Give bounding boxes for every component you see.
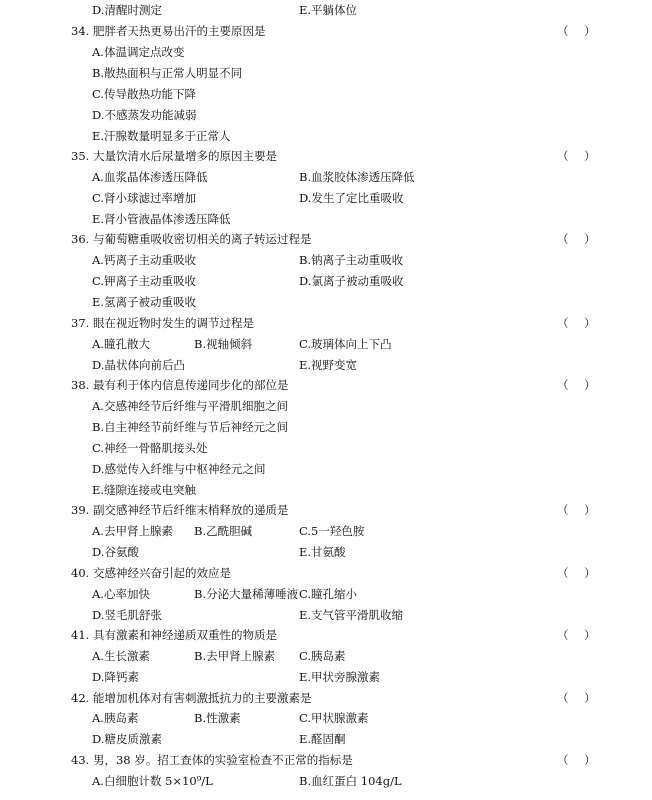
option-d: D.发生了定比重吸收 xyxy=(299,191,404,205)
option-a: A.心率加快 xyxy=(92,587,150,601)
option-c: C.5一羟色胺 xyxy=(299,524,365,538)
option-d: D.不感蒸发功能减弱 xyxy=(92,108,197,122)
answer-bracket: （ ） xyxy=(557,316,602,330)
option-e: E.醛固酮 xyxy=(299,732,346,746)
question-stem: 34. 肥胖者天热更易出汗的主要原因是 xyxy=(71,24,266,38)
option-b: B.去甲肾上腺素 xyxy=(194,649,276,663)
option-b: B.钠离子主动重吸收 xyxy=(299,253,404,267)
option-a: A.白细胞计数 5×10⁹/L xyxy=(92,774,213,788)
question-34 xyxy=(0,21,652,41)
option-b: B.视轴倾斜 xyxy=(194,337,253,351)
option-e: E.支气管平滑肌收缩 xyxy=(299,608,404,622)
option-e: E.氢离子被动重吸收 xyxy=(92,295,197,309)
option-e: E.甘氨酸 xyxy=(299,545,346,559)
question-42 xyxy=(0,688,652,708)
answer-bracket: （ ） xyxy=(557,24,602,38)
option-c: C.神经一骨骼肌接头处 xyxy=(92,441,208,455)
option-d: D.降钙素 xyxy=(92,670,139,684)
option-d: D.感觉传入纤维与中枢神经元之间 xyxy=(92,462,266,476)
answer-bracket: （ ） xyxy=(557,503,602,517)
question-stem: 37. 眼在视近物时发生的调节过程是 xyxy=(71,316,254,330)
option-a: A.去甲肾上腺素 xyxy=(92,524,173,538)
option-c: C.胰岛素 xyxy=(299,649,346,663)
option-b: B.散热面积与正常人明显不同 xyxy=(92,66,243,80)
option-d: D.晶状体向前后凸 xyxy=(92,358,185,372)
answer-bracket: （ ） xyxy=(557,232,602,246)
option-b: B.乙酰胆碱 xyxy=(194,524,253,538)
answer-bracket: （ ） xyxy=(557,566,602,580)
option-a: A.血浆晶体渗透压降低 xyxy=(92,170,208,184)
option-e: E.甲状旁腺激素 xyxy=(299,670,381,684)
option-d: D.清醒时测定 xyxy=(92,3,162,17)
option-c: C.瞳孔缩小 xyxy=(299,587,358,601)
question-stem: 39. 副交感神经节后纤维末梢释放的递质是 xyxy=(71,503,289,517)
option-b: B.自主神经节前纤维与节后神经元之间 xyxy=(92,420,289,434)
question-stem: 40. 交感神经兴奋引起的效应是 xyxy=(71,566,231,580)
question-35 xyxy=(0,146,652,166)
top-options-row xyxy=(0,0,652,20)
question-stem: 38. 最有利于体内信息传递同步化的部位是 xyxy=(71,378,289,392)
option-c: C.甲状腺激素 xyxy=(299,711,369,725)
option-a: A.钙离子主动重吸收 xyxy=(92,253,196,267)
option-b: B.血红蛋白 104g/L xyxy=(299,774,402,788)
option-d: D.竖毛肌舒张 xyxy=(92,608,162,622)
option-a: A.体温调定点改变 xyxy=(92,45,185,59)
option-b: B.分泌大量稀薄唾液 xyxy=(194,587,299,601)
question-stem: 36. 与葡萄糖重吸收密切相关的离子转运过程是 xyxy=(71,232,312,246)
answer-bracket: （ ） xyxy=(557,378,602,392)
option-a: A.交感神经节后纤维与平滑肌细胞之间 xyxy=(92,399,288,413)
question-37 xyxy=(0,313,652,333)
question-stem: 35. 大量饮清水后尿量增多的原因主要是 xyxy=(71,149,277,163)
answer-bracket: （ ） xyxy=(557,691,602,705)
option-d: D.糖皮质激素 xyxy=(92,732,162,746)
option-e: E.缝隙连接或电突触 xyxy=(92,483,197,497)
option-e: E.汗腺数量明显多于正常人 xyxy=(92,129,231,143)
question-stem: 41. 具有激素和神经递质双重性的物质是 xyxy=(71,628,277,642)
option-d: D.谷氨酸 xyxy=(92,545,139,559)
option-c: C.传导散热功能下降 xyxy=(92,87,197,101)
question-38 xyxy=(0,375,652,395)
option-b: B.性激素 xyxy=(194,711,241,725)
option-e: E.平躺体位 xyxy=(299,3,358,17)
question-stem: 42. 能增加机体对有害刺激抵抗力的主要激素是 xyxy=(71,691,312,705)
question-stem: 43. 男，38 岁。招工查体的实验室检查不正常的指标是 xyxy=(71,753,353,767)
option-e: E.肾小管液晶体渗透压降低 xyxy=(92,212,231,226)
answer-bracket: （ ） xyxy=(557,628,602,642)
question-36 xyxy=(0,229,652,249)
answer-bracket: （ ） xyxy=(557,149,602,163)
option-a: A.胰岛素 xyxy=(92,711,139,725)
question-39 xyxy=(0,500,652,520)
option-c: C.肾小球滤过率增加 xyxy=(92,191,197,205)
option-c: C.玻璃体向上下凸 xyxy=(299,337,392,351)
option-c: C.钾离子主动重吸收 xyxy=(92,274,197,288)
option-d: D.氯离子被动重吸收 xyxy=(299,274,404,288)
option-b: B.血浆胶体渗透压降低 xyxy=(299,170,415,184)
question-43 xyxy=(0,750,652,770)
answer-bracket: （ ） xyxy=(557,753,602,767)
option-e: E.视野变宽 xyxy=(299,358,358,372)
question-41 xyxy=(0,625,652,645)
option-a: A.生长激素 xyxy=(92,649,150,663)
question-40 xyxy=(0,563,652,583)
option-a: A.瞳孔散大 xyxy=(92,337,150,351)
